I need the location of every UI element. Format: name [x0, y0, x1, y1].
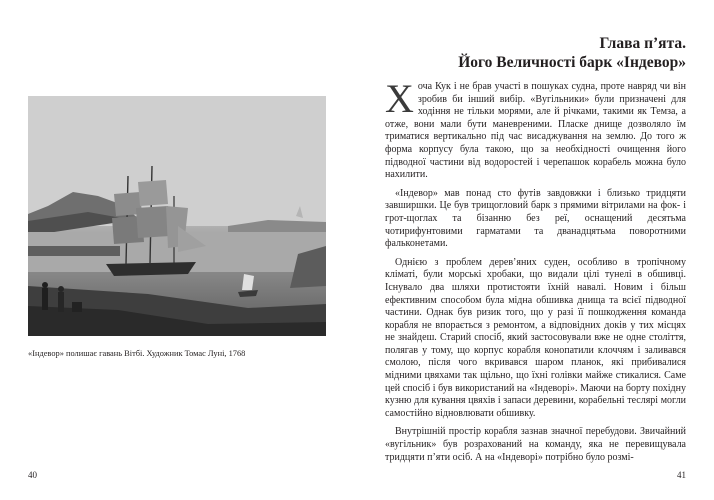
painting-illustration [28, 96, 326, 336]
figure-caption: «Індевор» полишає гавань Вітбі. Художник Томас Луні, 1768 [28, 349, 246, 358]
chapter-title [377, 34, 686, 72]
page-number-right: 41 [677, 470, 686, 480]
page-number-left: 40 [28, 470, 37, 480]
paragraph-4: Внутрішній простір корабля зазнав значної перебудови. Звичайний «вугільник» був розрахований на команду, яка не перевищувала тридцяти п’яти осіб. А на «Індеворі» потрібно було розмі- [385, 426, 686, 463]
body-text [385, 76, 686, 470]
right-page [357, 0, 714, 500]
paragraph-3: Однією з проблем дерев’яних суден, особливо в тропічному кліматі, були морські хробаки, що видали цілі тунелі в обшивці. Існувало два шляхи протистояти їхній навалі. Новим і більш ефективним способом була мідна обшивка днища та всієї підводної частини. Однак був ризик того, що у разі її пошкодження команда корабля не впорається з ремонтом, а відповідних доків у тих місцях не знайдеш. Старий спосіб, який застосовували вже не одне століття, полягав у тому, що корпус корабля конопатили клоччям і заливався смолою, після чого вкривався шаром планок, які прибивалися мідними цвяхами так щільно, що їхні голівки майже стикалися. Саме цей спосіб і був використаний на «Індеворі». Маючи на борту похідну кузню для кування цвяхів і запаси деревини, корабельні теслярі могли самостійно відновлювати обшивку. [385, 256, 686, 419]
chapter-title-line-1: Глава п’ята. [599, 35, 686, 52]
painting-figure [28, 96, 326, 336]
paragraph-2: «Індевор» мав понад сто футів завдовжки і близько тридцяти завширшки. Це був трищогловий барк з прямими вітрилами на фок- і грот-щоглах та бізанню без реї, оснащений десятьма чотирифунтовими гарматами та дванадцятьма поворотними фальконетами. [385, 187, 686, 250]
chapter-title-line-2: Його Величності барк «Індевор» [458, 54, 686, 71]
paragraph-1-text: оча Кук і не брав участі в пошуках судна, проте навряд чи він зробив би інший вибір. «Вугільники» були призначені для ходіння не тільки морями, але й річками, такими як Темза, а отже, вони мали бути маневреними. Пласке днище дозволяло їм триматися вертикально під час висаджування на землю. До того ж форма корпусу була такою, що за необхідності очищення його підводної частини від водоростей і черепашок корабель можна було нахилити. [385, 81, 686, 181]
paragraph-1 [385, 76, 686, 182]
drop-cap: Х [385, 76, 414, 121]
